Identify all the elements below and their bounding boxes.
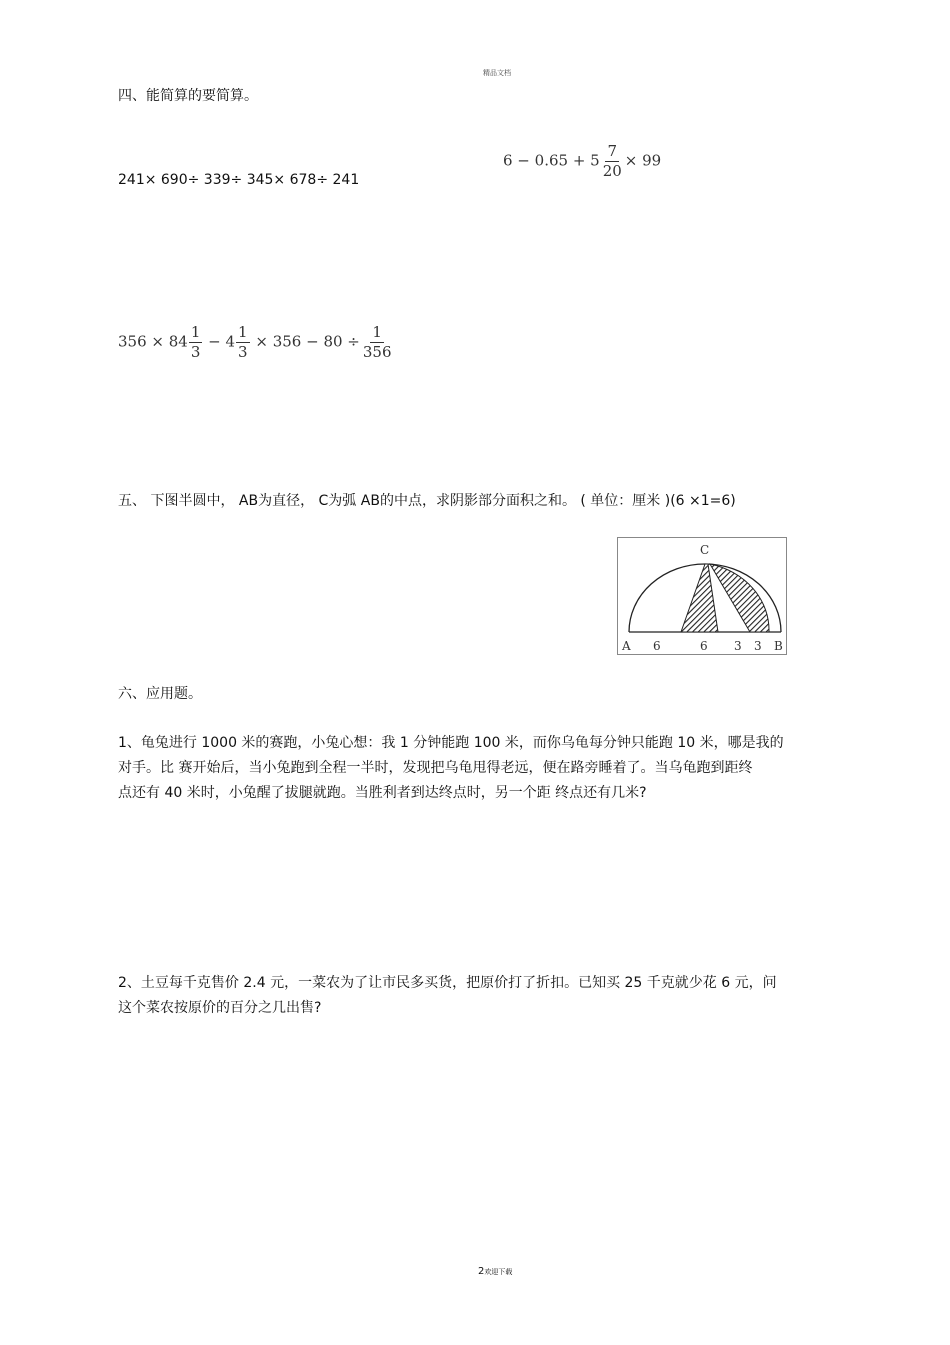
segment-label-2: 6: [700, 639, 708, 653]
expr3-part2: − 4: [208, 332, 236, 351]
question1-line3: 点还有 40 米时，小兔醒了拔腿就跑。当胜利者到达终点时，另一个距 终点还有几米?: [118, 785, 647, 801]
question1-line2: 对手。比 赛开始后，当小兔跑到全程一半时，发现把乌龟甩得老远，便在路旁睡着了。当乌龟跑到距终: [118, 760, 753, 776]
question2-line1: 2、土豆每千克售价 2.4 元，一菜农为了让市民多买货，把原价打了折扣。已知买 25 千克就少花 6 元，问: [118, 975, 777, 991]
expr2-prefix: 6 − 0.65 + 5: [503, 151, 600, 170]
question2-line2: 这个菜农按原价的百分之几出售?: [118, 1000, 322, 1016]
section4-title: 四、能简算的要简算。: [118, 88, 258, 104]
question1-line1: 1、龟兔进行 1000 米的赛跑，小兔心想：我 1 分钟能跑 100 米，而你乌龟每分钟只能跑 10 米，哪是我的: [118, 735, 784, 751]
semicircle-diagram: [617, 537, 788, 657]
segment-label-4: 3: [754, 639, 762, 653]
footer: [478, 1262, 512, 1278]
page-number: 2: [478, 1266, 485, 1277]
header-doc-label: 精品文档: [483, 69, 511, 77]
label-B: B: [774, 639, 783, 653]
expr3-f1-num: 1: [190, 323, 201, 341]
expression-3: [118, 325, 395, 360]
label-A: A: [622, 639, 631, 653]
expression-2: [503, 144, 661, 179]
expr3-fraction-2: [236, 325, 250, 360]
expr2-frac-num: 7: [607, 142, 618, 160]
semicircle-figure: [617, 537, 788, 657]
expr3-part1: 356 × 84: [118, 332, 188, 351]
expr3-f3-num: 1: [372, 323, 382, 341]
expr2-fraction: [601, 144, 624, 179]
section5-title: 五、 下图半圆中， AB为直径， C为弧 AB的中点，求阴影部分面积之和。 ( 单位：厘米 )(6 ×1=6): [118, 493, 736, 509]
footer-label: 欢迎下载: [484, 1268, 513, 1276]
label-C: C: [700, 543, 710, 557]
segment-label-3: 3: [734, 639, 742, 653]
section6-title: 六、应用题。: [118, 686, 202, 702]
expr3-f2-den: 3: [238, 343, 248, 361]
expr3-f1-den: 3: [190, 343, 201, 361]
expr2-suffix: × 99: [624, 151, 662, 170]
expression-1: 241× 690÷ 339÷ 345× 678÷ 241: [118, 172, 360, 188]
expr2-frac-den: 20: [602, 162, 622, 180]
expr3-f3-den: 356: [362, 343, 392, 361]
expr3-fraction-1: [189, 325, 203, 360]
expr3-f2-num: 1: [238, 323, 248, 341]
expr3-fraction-3: [361, 325, 394, 360]
shaded-triangle: [681, 564, 718, 632]
expr3-part3: × 356 − 80 ÷: [255, 332, 360, 351]
shaded-segment: [710, 564, 769, 632]
segment-label-1: 6: [653, 639, 661, 653]
